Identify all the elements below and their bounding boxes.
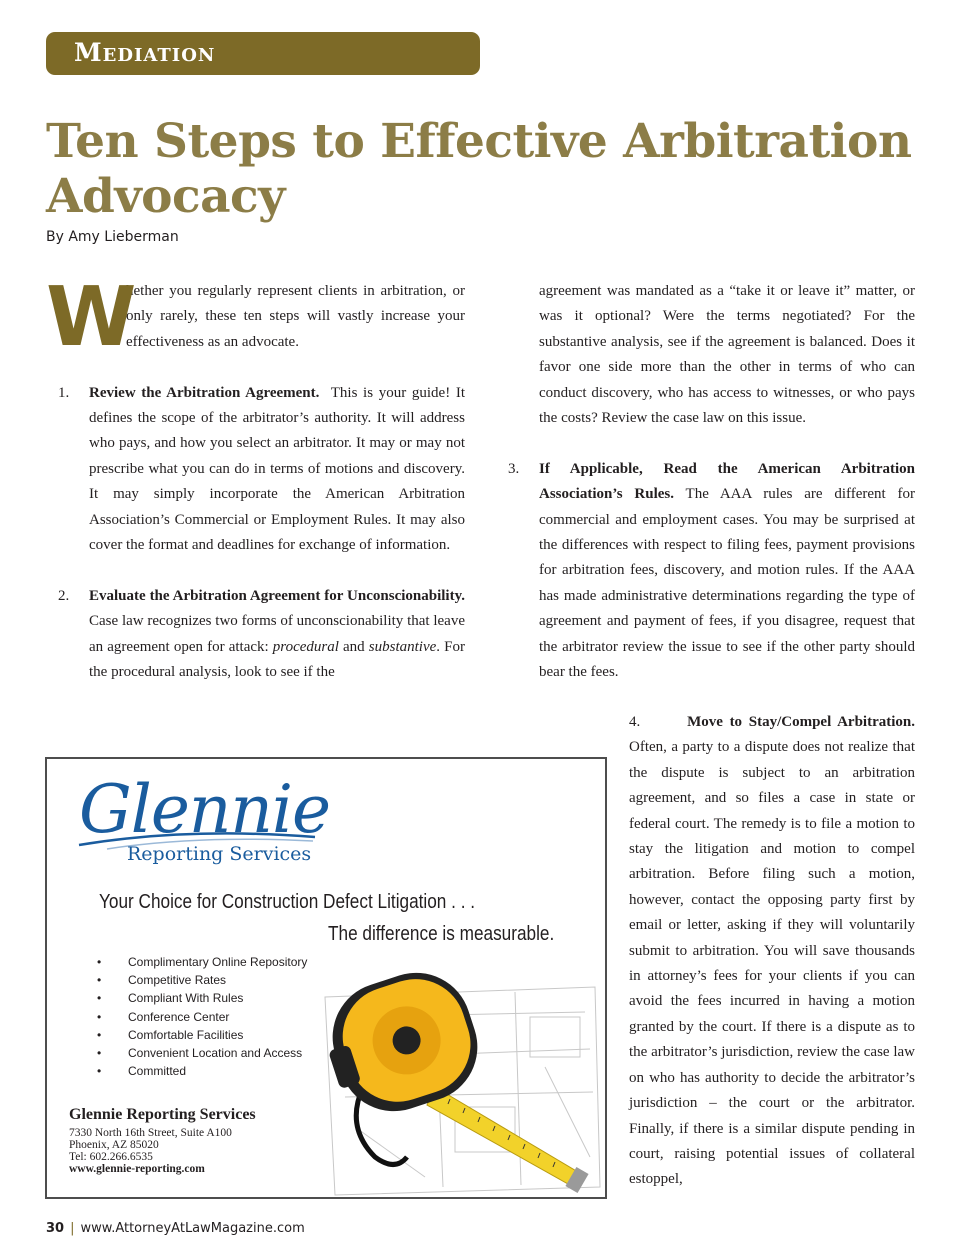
- ad-tagline-2: The difference is measurable.: [328, 923, 555, 945]
- list-item: • Comfortable Facilities: [97, 1026, 307, 1044]
- tape-measure-icon: [315, 957, 605, 1197]
- page-number: 30: [46, 1221, 65, 1236]
- step-heading: Move to Stay/Compel Arbitration.: [687, 714, 916, 730]
- step-number: 2.: [58, 587, 70, 604]
- step-2-continued: agreement was mandated as a “take it or leave it” matter, or was it optional? Were the terms negotiated? For the substantive analysis, see if the agreement is balanced. Does it favor one side more than the other in terms of who can conduct discovery, who has access to witnesses, or who pays the costs? Review the case law on this issue.: [539, 283, 915, 427]
- step-4: [629, 710, 915, 1193]
- list-item: • Committed: [97, 1062, 307, 1080]
- right-column-lower: [629, 710, 915, 1193]
- ad-feature-list: [97, 953, 307, 1080]
- list-item: • Convenient Location and Access: [97, 1044, 307, 1062]
- byline: By Amy Lieberman: [46, 229, 179, 245]
- ad-contact: [69, 1127, 232, 1175]
- list-item: • Complimentary Online Repository: [97, 953, 307, 971]
- drop-cap: W: [46, 270, 137, 365]
- ad-logo-subtitle: Reporting Services: [127, 843, 312, 865]
- step-1: [46, 381, 465, 559]
- page-footer: [46, 1221, 305, 1236]
- footer-separator: |: [70, 1221, 75, 1236]
- ad-company-name: Glennie Reporting Services: [69, 1106, 256, 1123]
- article-title: Ten Steps to Effective Arbitration Advocacy: [46, 114, 912, 224]
- step-number: 4.: [629, 714, 641, 730]
- left-column: [46, 270, 466, 685]
- ad-logo: Glennie: [79, 771, 331, 848]
- step-text: Often, a party to a dispute does not realize that the dispute is subject to an arbitration agreement, and so files a case in state or federal court. The remedy is to file a motion to stay the litigation and motion to compel arbitration. Before filing such a motion, however, contact the opposing party first by email or letter, asking if they will voluntarily submit to arbitration. You will save thousands in attorney’s fees for your clients if you can avoid the fees incurred in having a motion granted by the court. If there is a dispute as to the arbitrator’s jurisdiction, review the case law on who has authority to decide the arbitrator’s jurisdiction – the court or the arbitrator. Finally, if there is a similar dispute pending in court, raising potential issues of collateral estoppel,: [629, 739, 915, 1188]
- step-text: The AAA rules are different for commercial and employment cases. You may be surprised at the differences with respect to filing fees, payment provisions for arbitration fees, discovery, and motion rules. If the AAA has made administrative determinations regarding the type of agreement and payment of fees, if you disagree, request that the arbitrator review the issue to see if the other party should bear the fees.: [539, 486, 915, 681]
- step-text-cont: . For the procedural analysis, look to see if the: [89, 638, 465, 681]
- intro-paragraph: [46, 270, 465, 365]
- advertisement[interactable]: [45, 757, 607, 1199]
- footer-website-link[interactable]: www.AttorneyAtLawMagazine.com: [80, 1221, 305, 1236]
- section-banner: [46, 32, 480, 75]
- step-heading: If Applicable, Read the American Arbitration Association’s Rules.: [539, 460, 915, 503]
- step-heading: Evaluate the Arbitration Agreement for Unconscionability.: [89, 587, 465, 604]
- ad-website-link[interactable]: www.glennie-reporting.com: [69, 1163, 205, 1175]
- step-number: 1.: [58, 384, 70, 401]
- step-text: This is your guide! It defines the scope of the arbitrator’s authority. It will address who pays, and how you select an arbitrator. It may or may not prescribe what you can do in terms of motions and discovery. It may simply incorporate the American Arbitration Association’s Commercial or Employment Rules. It may also cover the format and deadlines for exchange of information.: [89, 384, 466, 554]
- step-heading: Review the Arbitration Agreement.: [89, 384, 320, 401]
- list-item: • Compliant With Rules: [97, 989, 307, 1007]
- step-number: 3.: [508, 460, 520, 477]
- list-item: • Conference Center: [97, 1008, 307, 1026]
- ad-phone: Tel: 602.266.6535: [69, 1151, 153, 1163]
- ad-tagline: Your Choice for Construction Defect Litigation . . .: [99, 891, 476, 913]
- step-text: Case law recognizes two forms of unconscionability that leave an agreement open for attack:: [89, 613, 465, 655]
- emphasis-procedural: procedural: [272, 638, 339, 655]
- intro-text: hether you regularly represent clients in arbitration, or only rarely, these ten steps will vastly increase your effectiveness as an advocate.: [126, 283, 465, 350]
- ad-address-line: Phoenix, AZ 85020: [69, 1139, 159, 1151]
- list-item: • Competitive Rates: [97, 971, 307, 989]
- right-column: [508, 279, 915, 685]
- step-3: [508, 457, 915, 686]
- ad-address-line: 7330 North 16th Street, Suite A100: [69, 1127, 232, 1139]
- conjunction: and: [343, 638, 365, 655]
- emphasis-substantive: substantive: [368, 638, 437, 655]
- step-2: [46, 584, 465, 686]
- section-label: Mediation: [74, 38, 216, 67]
